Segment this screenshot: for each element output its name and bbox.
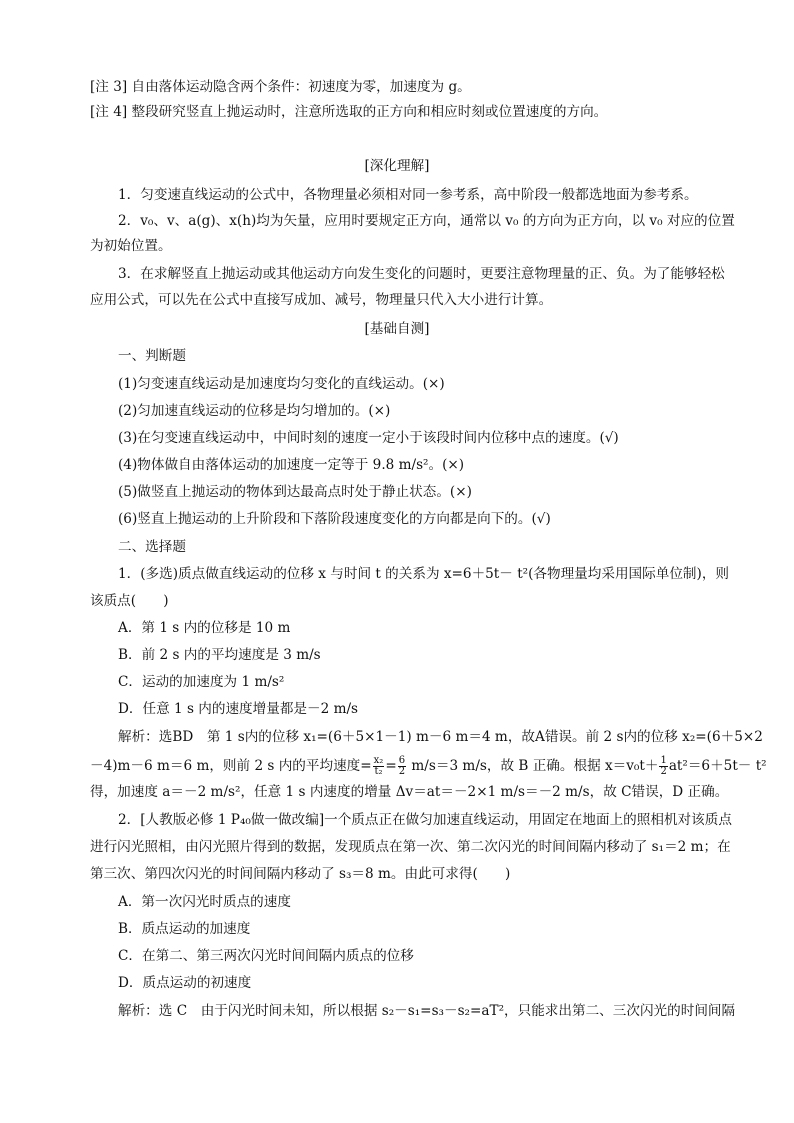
- deep-paragraph-2b: 为初始位置。: [90, 238, 172, 254]
- q2-stem-line-3: 第三次、第四次闪光的时间间隔内移动了 s₃＝8 m。由此可求得( ): [90, 866, 511, 882]
- judge-item: (3)在匀变速直线运动中，中间时刻的速度一定小于该段时间内位移中点的速度。(√): [118, 430, 619, 446]
- judge-item: (5)做竖直上抛运动的物体到达最高点时处于静止状态。(×): [118, 484, 472, 500]
- q2-stem-line-2: 进行闪光照相，由闪光照片得到的数据，发现质点在第一次、第二次闪光的时间间隔内移动了 s₁＝2 m；在: [90, 839, 731, 855]
- q1-option-c: C．运动的加速度为 1 m/s²: [118, 674, 285, 690]
- deep-paragraph-3b: 应用公式，可以先在公式中直接写成加、减号，物理量只代入大小进行计算。: [90, 292, 553, 308]
- fraction-numerator: 6: [398, 755, 406, 766]
- q2-option-d: D．质点运动的初速度: [118, 975, 252, 991]
- fraction-denominator: 2: [660, 766, 667, 777]
- judge-item: (1)匀变速直线运动是加速度均匀变化的直线运动。(×): [118, 376, 445, 392]
- equals-sign: =: [360, 758, 372, 774]
- q1-option-d: D．任意 1 s 内的速度增量都是－2 m/s: [118, 701, 359, 717]
- fraction-6-over-2: [398, 756, 406, 777]
- note-3: [注 3] 自由落体运动隐含两个条件：初速度为零，加速度为 g。: [90, 79, 471, 95]
- fraction-denominator: t₂: [374, 766, 383, 777]
- deep-paragraph-2a: 2．v₀、v、a(g)、x(h)均为矢量，应用时要规定正方向，通常以 v₀ 的方向为正方向，以 v₀ 对应的位置: [118, 213, 735, 229]
- q2-option-c: C．在第二、第三两次闪光时间间隔内质点的位移: [118, 948, 414, 964]
- q2-option-a: A．第一次闪光时质点的速度: [118, 894, 291, 910]
- fraction-1-over-2: [659, 756, 667, 777]
- q1-answer-text: m/s＝3 m/s，故 B 正确。根据 x＝v₀t＋: [407, 758, 659, 774]
- section-title-test: [基础自测]: [364, 321, 430, 337]
- section-title-deep: [深化理解]: [364, 158, 430, 174]
- judge-heading: 一、判断题: [118, 348, 186, 364]
- q1-answer-line-3: 得，加速度 a＝－2 m/s²，任意 1 s 内速度的增量 Δv＝at＝－2×1 m/s＝－2 m/s，故 C错误，D 正确。: [90, 784, 729, 800]
- fraction-numerator: 1: [660, 755, 667, 766]
- judge-item: (4)物体做自由落体运动的加速度一定等于 9.8 m/s²。(×): [118, 457, 465, 473]
- q1-answer-text: at²＝6＋5t－ t²: [668, 758, 767, 774]
- deep-paragraph-3a: 3．在求解竖直上抛运动或其他运动方向发生变化的问题时，更要注意物理量的正、负。为了能够轻松: [118, 266, 725, 282]
- equals-sign: =: [385, 758, 397, 774]
- deep-paragraph-1: 1．匀变速直线运动的公式中，各物理量必须相对同一参考系，高中阶段一般都选地面为参考系。: [118, 187, 698, 203]
- q2-answer-line-1: 解析：选 C 由于闪光时间未知，所以根据 s₂－s₁=s₃－s₂=aT²，只能求出第二、三次闪光的时间间隔: [118, 1003, 736, 1019]
- fraction-numerator: x₂: [373, 755, 384, 766]
- judge-item: (6)竖直上抛运动的上升阶段和下落阶段速度变化的方向都是向下的。(√): [118, 511, 551, 527]
- fraction-x2-over-t2: [373, 756, 385, 777]
- q2-option-b: B．质点运动的加速度: [118, 921, 251, 937]
- note-4: [注 4] 整段研究竖直上抛运动时，注意所选取的正方向和相应时刻或位置速度的方向。: [90, 104, 608, 120]
- choice-heading: 二、选择题: [118, 539, 186, 555]
- fraction-denominator: 2: [398, 766, 406, 777]
- q1-option-b: B．前 2 s 内的平均速度是 3 m/s: [118, 647, 321, 663]
- q2-stem-line-1: 2．[人教版必修 1 P₄₀做一做改编]一个质点正在做匀加速直线运动，用固定在地面上的照相机对该质点: [118, 812, 732, 828]
- q1-answer-line-2: [90, 753, 767, 779]
- q1-stem-line-1: 1．(多选)质点做直线运动的位移 x 与时间 t 的关系为 x=6＋5t－ t²(各物理量均采用国际单位制)，则: [118, 566, 730, 582]
- q1-answer-line-1: 解析：选BD 第 1 s内的位移 x₁=(6＋5×1－1) m－6 m＝4 m，故A错误。前 2 s内的位移 x₂=(6＋5×2: [118, 729, 763, 745]
- q1-option-a: A．第 1 s 内的位移是 10 m: [118, 620, 291, 636]
- judge-item: (2)匀加速直线运动的位移是均匀增加的。(×): [118, 403, 391, 419]
- q1-answer-text: －4)m－6 m＝6 m，则前 2 s 内的平均速度: [90, 758, 361, 774]
- q1-stem-line-2: 该质点( ): [90, 593, 169, 609]
